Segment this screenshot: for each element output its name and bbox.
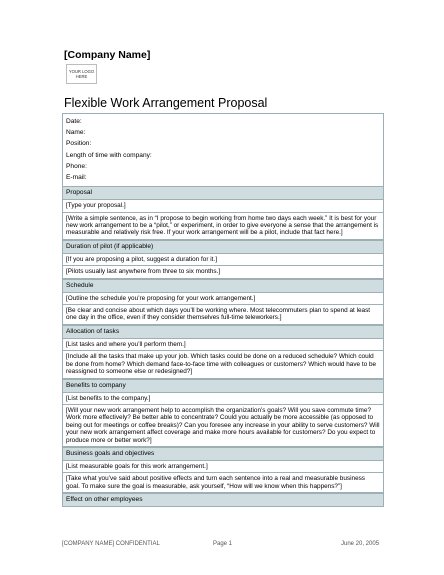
footer-confidential: [COMPANY NAME] CONFIDENTIAL <box>62 541 160 547</box>
footer-page-number: Page 1 <box>213 541 233 547</box>
duration-instructions[interactable]: [Pilots usually last anywhere from three to six months.] <box>63 266 383 278</box>
benefits-instructions[interactable]: [Will your new work arrangement help to accomplish the organization’s goals? Will you save commute time? Work more effectively? Be better able to concentrate? Could you actually be more accessible (as opposed to being out for meetings or coffee breaks)? Can you foresee any increase in your ability to serve customers? Will your new work arrangement affect coverage and make more hours available for customers? Do you expect to produce more or better work?] <box>63 405 383 447</box>
company-name: [Company Name] <box>64 49 151 61</box>
goals-input[interactable]: [List measurable goals for this work arrangement.] <box>63 461 383 473</box>
employee-fields <box>63 114 383 186</box>
section-heading-benefits: Benefits to company <box>63 379 383 393</box>
duration-input[interactable]: [If you are proposing a pilot, suggest a duration for it.] <box>63 254 383 266</box>
field-position[interactable]: Position: <box>66 140 92 148</box>
field-email[interactable]: E-mail: <box>66 174 87 182</box>
footer-date: June 20, 2005 <box>341 541 380 547</box>
allocation-input[interactable]: [List tasks and where you’ll perform them.] <box>63 339 383 351</box>
section-heading-proposal: Proposal <box>63 186 383 200</box>
section-heading-goals: Business goals and objectives <box>63 447 383 461</box>
proposal-input[interactable]: [Type your proposal.] <box>63 200 383 212</box>
allocation-instructions[interactable]: [Include all the tasks that make up your job. Which tasks could be done on a reduced schedule? Which could be done from home? Which demand face-to-face time with colleagues or customers? Which would have to be reassigned to someone else or redesigned?] <box>63 351 383 378</box>
field-length-of-time[interactable]: Length of time with company: <box>66 151 152 159</box>
logo-text-line1: YOUR LOGO <box>68 69 95 74</box>
field-phone[interactable]: Phone: <box>66 162 87 170</box>
schedule-input[interactable]: [Outline the schedule you’re proposing for your work arrangement.] <box>63 293 383 305</box>
section-heading-duration: Duration of pilot (if applicable) <box>63 240 383 254</box>
benefits-input[interactable]: [List benefits to the company.] <box>63 393 383 405</box>
section-heading-effect-on-employees: Effect on other employees <box>63 493 383 506</box>
schedule-instructions[interactable]: [Be clear and concise about which days you’ll be working where. Most telecommuters plan to spend at least one day in the office, even if they consider themselves full-time teleworkers.] <box>63 305 383 325</box>
section-heading-allocation: Allocation of tasks <box>63 325 383 339</box>
goals-instructions[interactable]: [Take what you’ve said about positive effects and turn each sentence into a real and measurable business goal. To make sure the goal is measurable, ask yourself, “How will we know when this happens?”] <box>63 473 383 493</box>
logo-text-line2: HERE <box>75 74 88 79</box>
section-heading-schedule: Schedule <box>63 279 383 293</box>
logo-placeholder <box>66 64 97 84</box>
proposal-instructions[interactable]: [Write a simple sentence, as in “I propose to begin working from home two days each week.” It is best for your new work arrangement to be a “pilot,” or experiment, in order to give everyone a sense that the arrangement is measurable and relatively risk free. If your work arrangement will be a pilot, include that fact here.] <box>63 213 383 240</box>
document-title: Flexible Work Arrangement Proposal <box>64 96 268 110</box>
field-name[interactable]: Name: <box>66 129 86 137</box>
proposal-form <box>62 113 384 507</box>
field-date[interactable]: Date: <box>66 118 82 125</box>
